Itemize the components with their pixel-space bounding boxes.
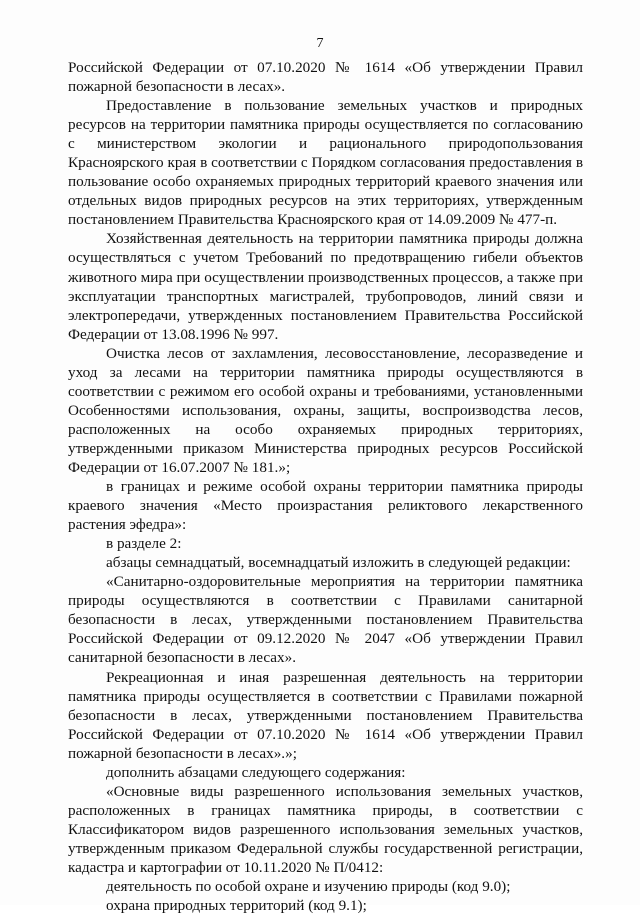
paragraph-permitted-uses: «Основные виды разрешенного использования земельных участков, расположенных в границах памятника природы, в соответствии с Классификатором видов разрешенного использования земельных участков, утвержденным приказом Федеральной службы государственной регистрации, кадастра и картографии от 10.11.2020 № П/0412: — [68, 782, 583, 876]
document-body — [68, 58, 583, 915]
paragraph-recreational-activity: Рекреационная и иная разрешенная деятельность на территории памятника природы осуществляется в соответствии с Правилами пожарной безопасности в лесах, утвержденными постановлением Правительства Российской Федерации от 07.10.2020 № 1614 «Об утверждении Правил пожарной безопасности в лесах».»; — [68, 668, 583, 762]
paragraph-code-9-0: деятельность по особой охране и изучению природы (код 9.0); — [106, 878, 511, 896]
page-number: 7 — [316, 36, 324, 51]
paragraph-supplement: дополнить абзацами следующего содержания: — [106, 763, 406, 781]
paragraph-land-use-approval: Предоставление в пользование земельных участков и природных ресурсов на территории памятника природы осуществляется по согласованию с министерством экологии и рационального природопользования Красноярского края в соответствии с Порядком согласования предоставления в пользование особо охраняемых природных территорий краевого значения или отдельных видов природных ресурсов на этих территориях, утвержденным постановлением Правительства Красноярского края от 14.09.2009 № 477-п. — [68, 97, 583, 229]
paragraph-forest-clearing: Очистка лесов от захламления, лесовосстановление, лесоразведение и уход за лесами на территории памятника природы осуществляются в соответствии с режимом его особой охраны и требованиями, установленными Особенностями использования, охраны, защиты, воспроизводства лесов, расположенных на особо охраняемых природных территориях, утвержденными приказом Министерства природных ресурсов Российской Федерации от 16.07.2007 № 181.»; — [68, 344, 583, 476]
paragraph-continuation: Российской Федерации от 07.10.2020 № 1614 «Об утверждении Правил пожарной безопасности в лесах». — [68, 59, 583, 96]
paragraph-economic-activity: Хозяйственная деятельность на территории памятника природы должна осуществляться с учетом Требований по предотвращению гибели объектов животного мира при осуществлении производственных процессов, а также при эксплуатации транспортных магистралей, трубопроводов, линий связи и электропередачи, утвержденных постановлением Правительства Российской Федерации от 13.08.1996 № 997. — [68, 230, 583, 343]
paragraph-amend-17-18: абзацы семнадцатый, восемнадцатый изложить в следующей редакции: — [106, 554, 571, 572]
paragraph-ephedra-boundaries: в границах и режиме особой охраны территории памятника природы краевого значения «Место произрастания реликтового лекарственного растения эфедра»: — [68, 478, 583, 534]
paragraph-code-9-1: охрана природных территорий (код 9.1); — [106, 897, 367, 915]
paragraph-section-2: в разделе 2: — [106, 535, 182, 553]
paragraph-sanitary-measures: «Санитарно-оздоровительные мероприятия на территории памятника природы осуществляются в соответствии с Правилами санитарной безопасности в лесах, утвержденными постановлением Правительства Российской Федерации от 09.12.2020 № 2047 «Об утверждении Правил санитарной безопасности в лесах». — [68, 573, 583, 667]
